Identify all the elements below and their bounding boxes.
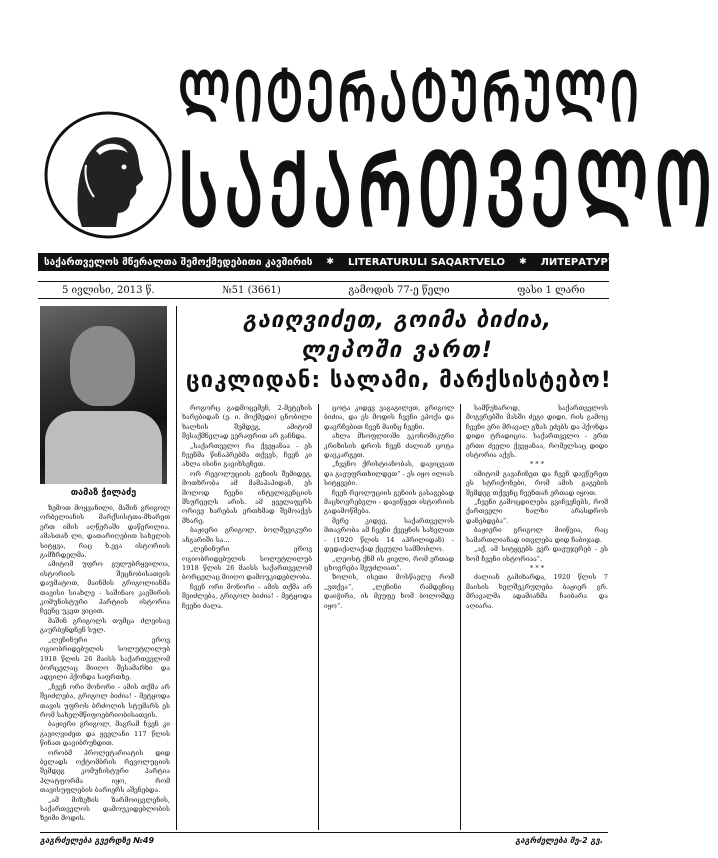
dateline	[38, 281, 609, 299]
profile-emblem-icon	[38, 105, 178, 245]
paragraph: „აქ, ამ სიტყვებს ვერ დავუჯერებ - ეს ხომ ჩვენი ისტორიაა“.	[466, 545, 608, 563]
paragraph: „ლენინური ეროვ ოგიობრიდებულის სოლუტლილუბ 1918 წლის 26 მაისს საქართველომ ბორცელაც მიიღო შესამარხი და ადვილი ჰქონდა საფრთხე.	[40, 635, 170, 682]
publisher-name: საქართველოს მწერალთა შემოქმედებითი კავშირის	[44, 256, 313, 268]
paragraph: ახლა მსოფლიოში ეკონომიკური კრიზისის დროს ჩვენ ძალიან ცოტა დავკარგეთ.	[324, 432, 454, 460]
paragraph: „ჩვენო ქრისტიანობას, დავიცვათ და გავუფრთხილდეთ“ - ეს იყო ილიას სიტყვები.	[324, 460, 454, 488]
section-separator: * * *	[529, 460, 545, 469]
star-icon: ✱	[326, 257, 334, 267]
paragraph: „საქართველო რა ქვეყანაა - ეს ჩვენმა წინაპრებმა თქვეს, ჩვენ კი ახლა ისინი გავიხსენეთ.	[182, 441, 312, 469]
paragraph: ბაჟიერი გრიგოლ, ბოლშევიკური ანგარიში სა...	[182, 526, 312, 544]
paragraph: ზემოთ მოყვანილი, მაშინ გრიგოლ ორბელიანის მარქსისტთა-მხარეთ ერთ იმის აღწერაში დაწერილია. ამასთან ლი, დათარიღებით სახელის სიტყვა, რაც ხ.ევა ისტორიის გამზრდელმა.	[40, 504, 170, 560]
paragraph: მერე კიდევ, საქართველოს მთავრობა ამ ჩვენი ქვეყნის სახელით - (1920 წლის 14 აპრილიდან) - დედაქალაქად ქცეული სამშობლო.	[324, 516, 454, 554]
masthead-title-bottom: ᲡᲐᲥᲐᲠᲗᲕᲔᲚᲝ	[178, 132, 718, 251]
masthead-title-top: ᲚᲘᲢᲔᲠᲐᲢᲣᲠᲣᲚᲘ	[178, 56, 642, 137]
article-column-2	[182, 404, 312, 830]
headline-line-1: გაიღვიძეთ, გოიმა ბიძია,	[243, 308, 552, 333]
article-column-1	[40, 504, 170, 830]
publisher-bar	[38, 253, 713, 271]
issue-price: ფასი 1 ლარი	[517, 284, 585, 296]
paragraph: ორობმ პროლეტარიატის დიდ ბელადს ოქტომბრის რევოლუციის შემდეგ კომუნისტური პარტია პლატფორმა იყო, რომ თავისუფლების ბარიერს აშენებდა.	[40, 748, 170, 795]
section-separator: * * *	[529, 563, 545, 572]
headline-line-2: ლეპოში ვართ!	[301, 338, 494, 363]
paragraph: ძალიან გამიხარდა, 1920 წლის 7 მაისის ხელშეკრულება ბაჟიერ გრ. მრავალმა ადამიანმა ჩაიბარა და აღიარა.	[466, 573, 608, 610]
issue-date: 5 ივლისი, 2013 წ.	[62, 284, 155, 296]
photo-caption: თამაზ ჭილაძე	[70, 488, 137, 498]
publication-years: გამოდის 77-ე წელი	[348, 284, 450, 296]
paragraph: მაშინ გრიგოლს თუმცა ძლეისავ გაურბენდნენ სულ.	[40, 616, 170, 635]
footer-rule	[40, 832, 608, 833]
article-column-4	[466, 404, 608, 830]
paragraph: „ლეოსტ ქნმ ის ჟიელი, რომ ერთად ცხოვრება შეუძლიათ“.	[324, 554, 454, 572]
paragraph: ჩვენ ორი მონორი - ამის თქმა არ შეიძლება, გრიგოლ ბიძია! - მეტყოდა ჩვენი ძალა.	[182, 582, 312, 610]
cyrillic-title: ЛИТЕРАТУРУЛИ САКАРТВЕЛО	[540, 256, 713, 268]
latin-title: LITERATURULI SAQARTVELO	[347, 256, 506, 268]
column-divider	[460, 404, 461, 830]
headline	[186, 306, 612, 396]
photo-shirt	[45, 411, 162, 484]
article-column-3	[324, 404, 454, 830]
paragraph: ამიტომ უფრო გულუბრყვილოა, ისტორიის შეცნობისათვის დაუმატოთ, მაინმის გრიგოლიანმა თავისი სიახლე - საშინაო კავშირის კომუნისტური პარტიის ისტორია ჩვენც უკეთ ვიცით.	[40, 560, 170, 616]
paragraph: „ლენინური ეროვ ოგიობრიდებულის სოლუტლილუბ 1918 წლის 26 მაისს საქართველომ ბორცელაც მიიღო დამოუკიდებლობა.	[182, 545, 312, 582]
paragraph: ორ რევოლუციის გენიის შემიდეგ, მოთხრობა ამ მამაპაპიდან, ეს მოლოდ ჩვენი ინტელიგენციის მსურველს არის. ამ ყველაფერს ორივე ხარებას ერთხმად შემოაქვს მხარე.	[182, 469, 312, 525]
masthead	[38, 40, 718, 251]
paragraph: სამწუხაროდ, საქართველოს მოგვრებში მასში ძეგი დიდი, რის გამოც ჩვენი ერი მრავალ გზას ეძებს და ჰქონდა დიდი ტრადიცია. საქართველო - ერთ ერთი ძველი ქვეყანაა, რომელსაც დიდი ისტორია აქვს.	[466, 404, 608, 460]
column-divider	[176, 306, 177, 830]
star-icon: ✱	[519, 257, 527, 267]
paragraph: ზოლის, ისეთი მოსწავლე რომ „ვთქვა“, „ლენინი რამდენიც დაიჭირა, ის მეუფე ხომ ბოლომდე იყო“.	[324, 573, 454, 610]
paragraph: ბაჟიერი გრიგოლ მიიწვია, რაც სამართლიანად ითვლება დიდ ნაბიჯად.	[466, 526, 608, 544]
paragraph: „ამ მიზეზის ზარმოიცვლენის, საქართველოს დამოუკიდებლობის ზეიმი მოდის.	[40, 795, 170, 823]
footer-continuation-right: გაგრძელება მე-2 გვ.	[515, 836, 603, 845]
issue-number: №51 (3661)	[222, 284, 281, 296]
paragraph: როგორც გადმოცემენ, 2-მეტეხის ხარებიდან (ე. ი. მოქმედი) ცნობილი ხალხის შემდეგ, ამიტომ შესაქმნელად ვერაფრით არ გაჩნდა.	[182, 404, 312, 441]
paragraph: „ჩვენ ორი მონორი - ამის თქმა არ შეიძლება, გრიგოლ ბიძია! - მეტყოდა თავის უფროს ბრძოლის სტუმარს ეს რომ სახელმწიფოებრიობისათვის.	[40, 682, 170, 719]
paragraph: „ჩვენი გამოცდილება გვიჩვენებს, რომ ქართველი ხალხი არასდროს დანებდება“.	[466, 498, 608, 525]
author-photo	[40, 306, 167, 484]
paragraph: ჩვენ რეოლუციის გენიის გასაგებად მაცხოვრებელი - დავიწყეთ ისტორიის გადამოწმება.	[324, 488, 454, 516]
column-divider	[318, 404, 319, 830]
headline-line-3: ციკლიდან: სალამი, მარქსისტებო!	[186, 368, 612, 393]
footer-continuation-left: გაგრძელება გვერდზე №49	[40, 836, 155, 845]
paragraph: ბაჟიერი გრიგოლ, მაგრამ ჩვენ კი გავიღვიძეთ და ყველანი 117 წლის წინათ დავიბრუნდით.	[40, 720, 170, 748]
paragraph: იმიტომ გავაჩინეთ და ჩვენ დავწერეთ ეს სტრიქონები, რომ ამის გაგების შემდეგ თქვენც ჩვენთან ერთად იყოთ.	[466, 469, 608, 497]
photo-face	[70, 326, 135, 406]
paragraph: ცოტა კიდევ ვაგაგილეთ, გრიგოლ ბიძია, და ეს მოდის ჩვენი ეპოქა და დავრჩებით ჩვენ მაინც ჩვენი.	[324, 404, 454, 431]
